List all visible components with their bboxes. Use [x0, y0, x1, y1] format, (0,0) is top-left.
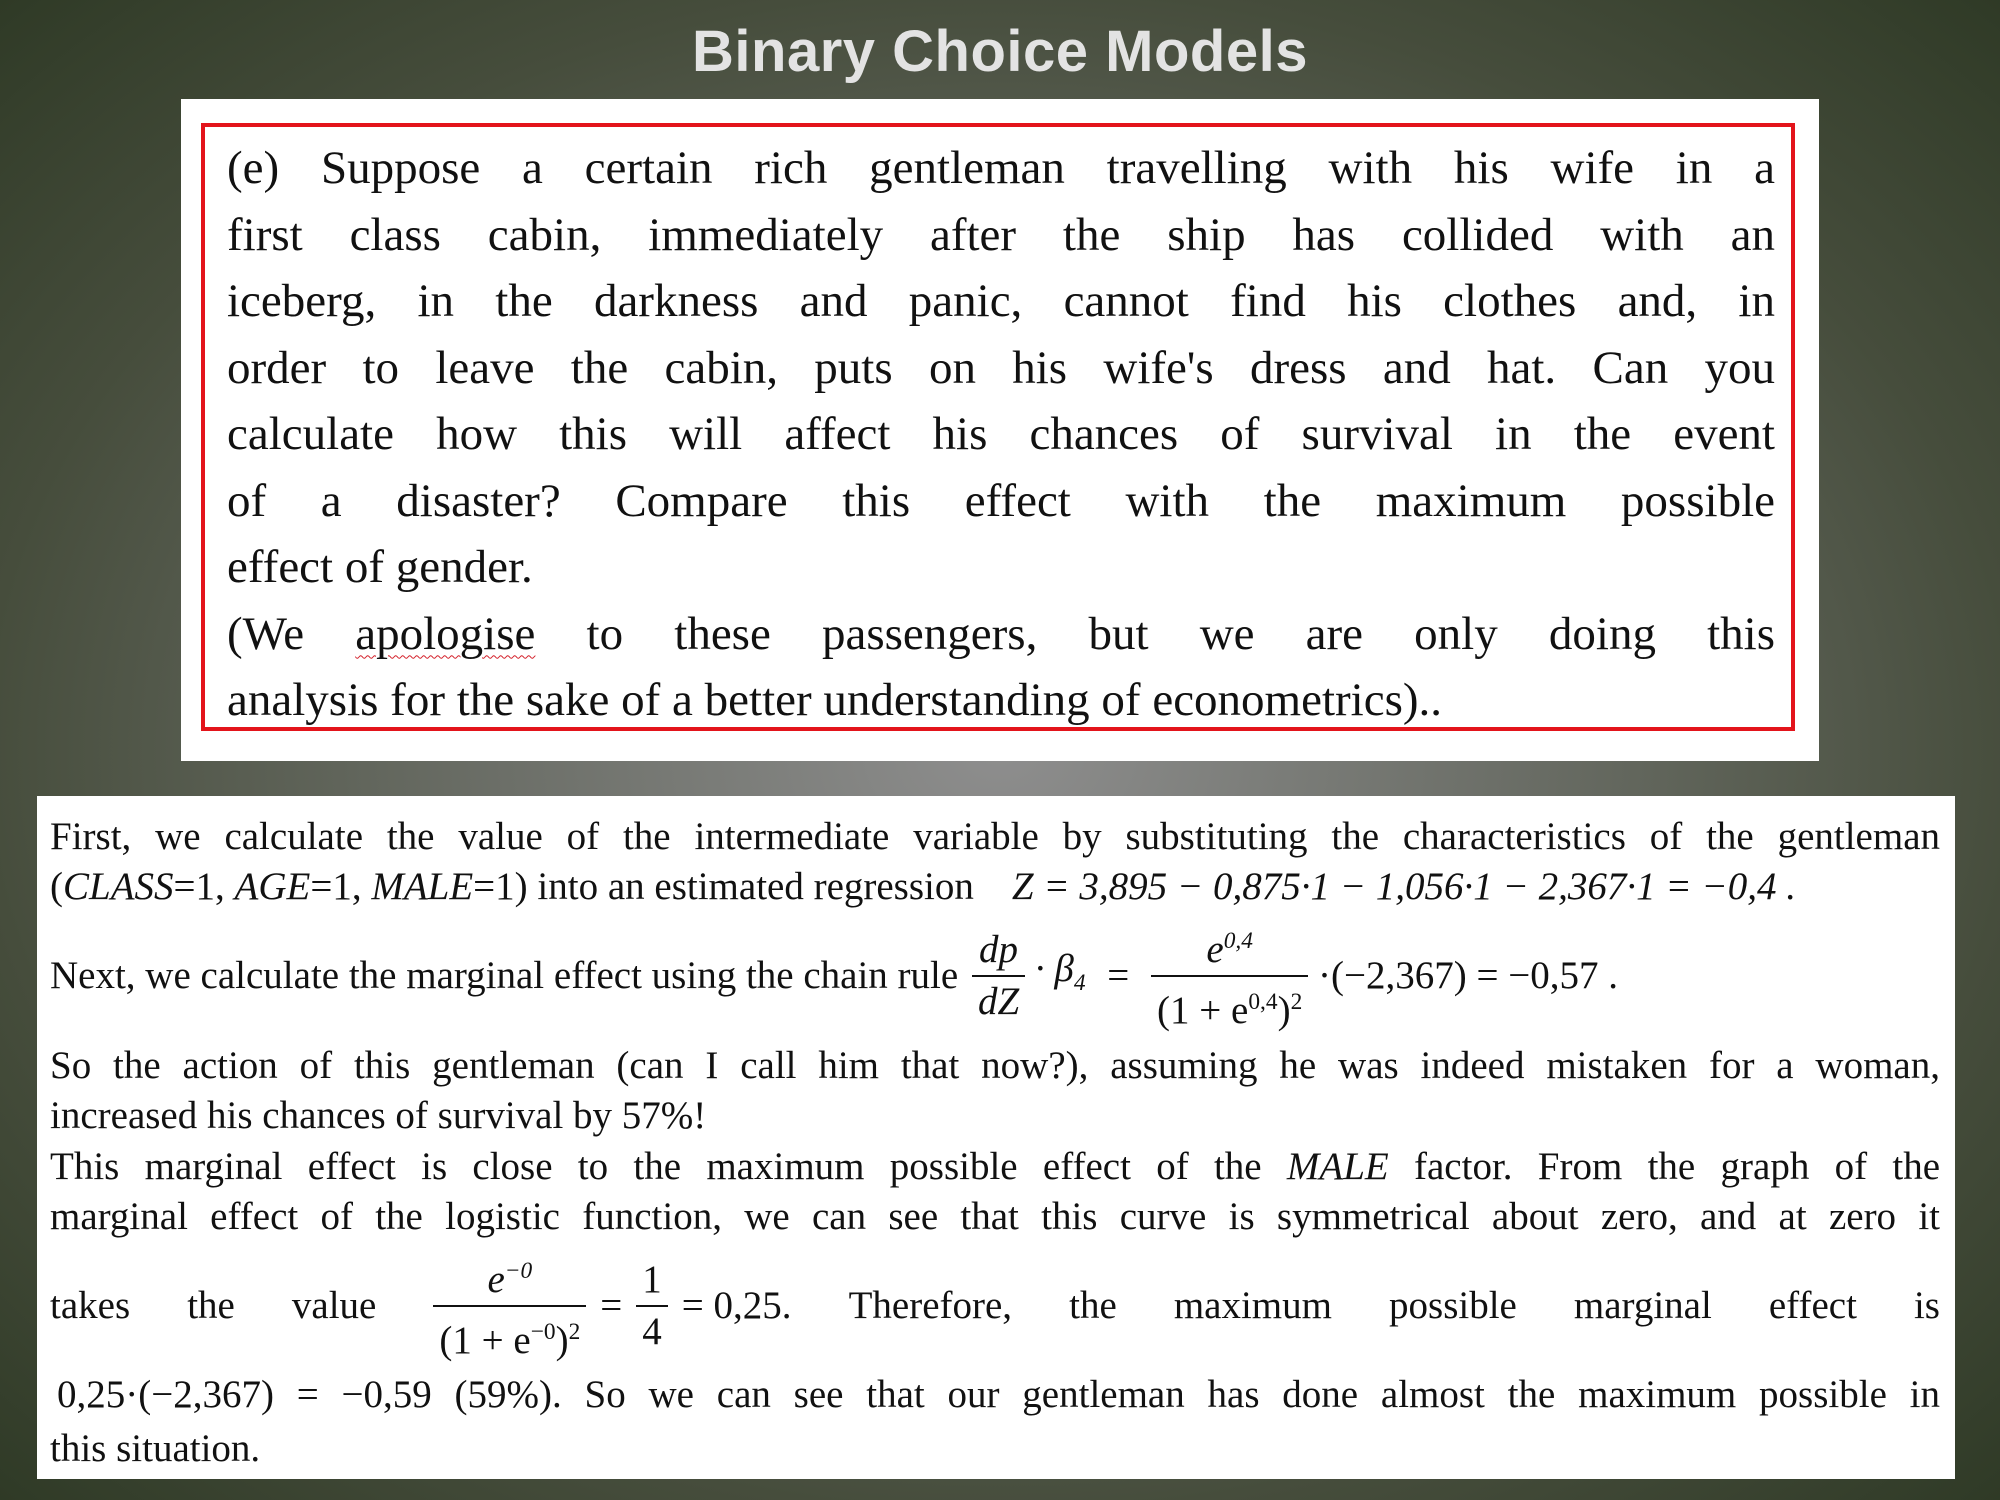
dp-numerator: dp [972, 925, 1025, 977]
word: the [1069, 1284, 1117, 1327]
den-base: (1 + e [1157, 989, 1249, 1032]
eq-2: =1, [310, 865, 372, 908]
question-line: of a disaster? Compare this effect with the maximum possible [227, 474, 1775, 527]
dz-denominator: dZ [977, 980, 1020, 1023]
word: is [1913, 1284, 1940, 1327]
answer-line-8 [50, 1251, 1940, 1361]
e-symbol: e [1206, 928, 1224, 971]
word: value [291, 1284, 377, 1327]
den-exponent: 0,4 [1248, 989, 1278, 1015]
question-line: iceberg, in the darkness and panic, cannot find his clothes and, in [227, 275, 1775, 327]
word: Therefore, [848, 1284, 1013, 1327]
apology-line [227, 601, 1775, 668]
apology-word: apologise [355, 607, 536, 660]
den-close: ) [555, 1319, 569, 1362]
var-male: MALE [371, 865, 474, 908]
f3-fraction [636, 1255, 668, 1357]
answer-line-9: 0,25·(−2,367) = −0,59 (59%). So we can see that our gentleman has done almost the maximum possible in [57, 1373, 1940, 1416]
den-exponent: −0 [530, 1319, 556, 1345]
var-age: AGE [234, 865, 311, 908]
apology-start: (We [227, 607, 356, 660]
answer-line-4: So the action of this gentleman (can I call him that now?), assuming he was indeed mistaken for a woman, [50, 1044, 1940, 1087]
apology-rest: to these passengers, but we are only doing this [535, 607, 1775, 660]
word: possible [1389, 1284, 1517, 1327]
dp-dz-fraction [972, 925, 1025, 1027]
den-square: 2 [568, 1319, 581, 1345]
line2-text: =1) into an estimated regression [473, 865, 974, 908]
answer-line-1: First, we calculate the value of the intermediate variable by substituting the characteristics of the gentleman [50, 815, 1940, 858]
answer-line-10: this situation. [50, 1427, 261, 1470]
den-base: (1 + e [439, 1319, 531, 1362]
exponent: 0,4 [1223, 928, 1253, 954]
logistic-denominator [1151, 977, 1308, 1036]
apology-end-line: analysis for the sake of a better understanding of econometrics).. [227, 674, 1443, 726]
question-text [227, 135, 1775, 734]
equal-sign: = [1107, 954, 1130, 997]
answer-panel [37, 796, 1955, 1479]
answer-line-7: marginal effect of the logistic function, we can see that this curve is symmetrical about zero, and at zero it [50, 1195, 1940, 1238]
question-line: calculate how this will affect his chances of survival in the event [227, 408, 1775, 460]
logistic-numerator [1151, 916, 1308, 977]
f3-denominator: 4 [642, 1310, 662, 1353]
line6-b: factor. From the graph of the [1414, 1145, 1941, 1188]
answer-line-2 [50, 862, 1940, 912]
z-equation: Z = 3,895 − 0,875·1 − 1,056·1 − 2,367·1 = −0,4 . [1011, 865, 1796, 908]
word: the [187, 1284, 235, 1327]
question-box [201, 123, 1795, 731]
line6-a: This marginal effect is close to the maximum possible effect of the [50, 1145, 1262, 1188]
beta-subscript: 4 [1073, 969, 1086, 996]
slide-title: Binary Choice Models [692, 19, 1308, 84]
answer-line-5: increased his chances of survival by 57%! [50, 1094, 707, 1137]
line3-text: Next, we calculate the marginal effect using the chain rule [50, 954, 959, 997]
exponent: −0 [504, 1258, 533, 1284]
beta-term [1034, 947, 1086, 996]
logistic-fraction [1151, 916, 1308, 1036]
eq-1: =1, [173, 865, 235, 908]
f2-denominator [433, 1307, 586, 1366]
den-close: ) [1277, 989, 1291, 1032]
word: effect [1768, 1284, 1857, 1327]
max-effect-formula [433, 1246, 791, 1366]
word: takes [50, 1284, 131, 1327]
line6-male: MALE [1286, 1145, 1389, 1188]
answer-line-3 [50, 916, 1940, 1032]
question-line: first class cabin, immediately after the ship has collided with an [227, 208, 1775, 261]
beta-symbol: · β [1034, 947, 1074, 991]
f3-result: = 0,25. [681, 1284, 792, 1327]
question-panel [181, 99, 1819, 761]
paren-open: ( [50, 865, 63, 908]
den-square: 2 [1290, 989, 1303, 1015]
word: maximum [1173, 1284, 1332, 1327]
question-line: order to leave the cabin, puts on his wife's dress and hat. Can you [227, 341, 1775, 394]
f3-numerator: 1 [636, 1255, 668, 1307]
answer-line-6 [50, 1142, 1940, 1192]
word: marginal [1573, 1284, 1712, 1327]
e-symbol: e [487, 1258, 505, 1301]
equal-sign: = [600, 1284, 623, 1327]
question-line: effect of gender. [227, 541, 533, 593]
f2-fraction [433, 1246, 586, 1366]
var-class: CLASS [63, 865, 174, 908]
f2-numerator [433, 1246, 586, 1307]
line3-result: ·(−2,367) = −0,57 . [1318, 954, 1618, 997]
question-line: (e) Suppose a certain rich gentleman travelling with his wife in a [227, 142, 1775, 194]
